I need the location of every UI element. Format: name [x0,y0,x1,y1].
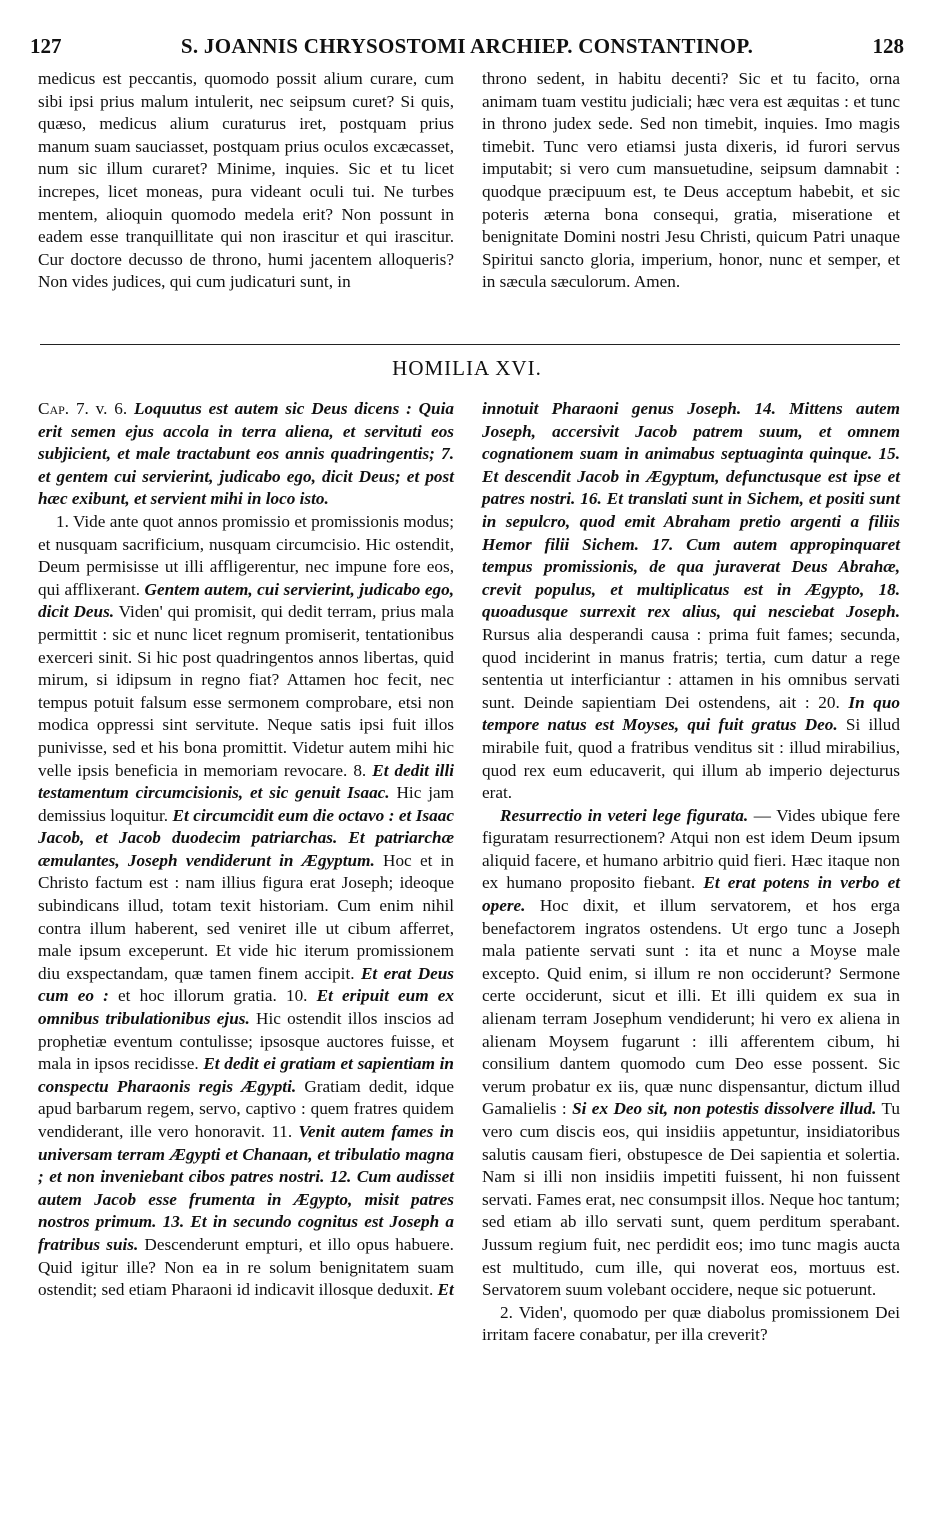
top-right-column [482,68,900,294]
chapter-ref: 7. v. 6. [69,399,134,418]
bottom-right-column [482,398,900,1347]
quote-run: Et circumcidit eum die octavo : et Isaac Jacob, et Jacob duodecim patriarchas. Et patriarchæ æmulantes, Joseph vendiderunt in Ægyptum. [38,805,454,870]
text-run: Hoc et in Christo factum est : nam illius figura erat Joseph; ideoque subindicans illud, totam texit historiam. Cum enim nihil contra illum haberent, sed veniret ille ut cibum afferret, male ipsum exceperunt. Et vide hic iterum promissionem diu exspectandam, quæ tamen finem accipit. [38,850,454,983]
quote-run: Gentem autem, cui servierint, judicabo ego, dicit Deus. [38,579,454,622]
top-right-paragraph: throno sedent, in habitu decenti? Sic et tu facito, orna animam tuam vestitu judiciali; hæc vera est æquitas : et tunc in throno judex sede. Sed non timebit, inquies. Imo magis timebit. Tunc vero etiamsi justa dixeris, id furori servus imputabit; si vero cum mansuetudine, seipsum damnabit : quodque præcipuum est, te Deus acceptum habebit, et sic poteris æterna bona consequi, gratia, miseratione et benignitate Domini nostri Jesu Christi, quicum Patri unaque Spiritui sancto gloria, imperium, honor, nunc et semper, et in sæcula sæculorum. Amen. [482,69,900,292]
quote-run: Si ex Deo sit, non potestis dissolvere illud. [572,1099,877,1119]
quote-run: Venit autem fames in universam terram Ægypti et Chanaan, et tribulatio magna ; et non inveniebant cibos patres nostri. 12. Cum audisset autem Jacob esse frumenta in Ægypto, misit patres nostros primum. 13. Et in secundo cognitus est Joseph a fratribus suis. [38,1122,454,1254]
quote-run: Et erat potens in verbo et opere. [482,873,901,916]
text-run: Tu vero cum discis eos, qui insidiis appetuntur, insidiatoribus salutis causam fieri, obstupesce de Dei sapientia et solertia. Nam si illi non insidiis impetiti fuissent, hi non fuissent servati. Fames erat, nec consumpsit illos. Neque hoc tantum; sed etiam ab illo servati sunt, quem perditum sperabant. Jussum regium fuit, nec perdidit eos; imo tunc magis aucta est multitudo, cum ille, qui noverat eos, mortuus est. Servatorem suum volebant occidere, neque sic potuerunt. [482,1099,900,1300]
page-number-left: 127 [30,34,62,58]
text-run: Gratiam dedit, idque apud barbarum regem, servo, captivo : quem fratres quidem vendiderant, ille vero honoravit. 11. [38,1076,454,1141]
text-run: Hic jam demissius loquitur. [38,783,455,825]
chapter-label: Cap. [38,399,70,418]
text-run: Viden' qui promisit, qui dedit terram, prius mala permittit : sic et nunc licet regnum promiserit, tentationibus exerceri sinit. Si hic post quadringentos annos libertas, quid mirum, si idipsum in regno fiat? Attamen hoc fecit, nec tempus potuit falsum esse sermonem comprobare, etsi non modica oppressi sint servitute. Neque satis ipsi fuit illos punivisse, sed et his bona promittit. Videtur autem mihi hic velle ipsis beneficia in memoriam revocare. 8. [38,602,454,780]
homily-title: HOMILIA XVI. [392,356,542,380]
text-run: — Vides ubique fere figuratam resurrectionem? Atqui non est idem Deum ipsum aliquid facere, et humano arbitrio quid fieri. Hæc itaque non ex humano proposito fiebant. [482,805,900,893]
top-left-column [38,68,454,294]
text-run: 1. Vide ante quot annos promissio et promissionis modus; et nusquam sacrificium, nusquam circumcisio. Hic ostendit, Deum permisisse ut illi affligerentur, nec impune fore eos, qui afflixerant. [38,511,454,599]
page-number-right: 128 [872,34,904,58]
section-divider [40,344,900,345]
top-left-paragraph: medicus est peccantis, quomodo possit alium curare, cum sibi ipsi prius malum intulerit, nec seipsum curet? Si quis, quæso, medicus alium curaturus iret, postquam prius manum suam sauciasset, postquam prius oculos excæcasset, num sic illum curaret? Minime, inquies. Sic et tu licet increpes, licet moneas, pura videant oculi tui. Ne turbes mentem, alioquin quomodo medela erit? Non possunt in eadem esse tranquillitate qui non irascitur et qui irascitur. Cur doctore decusso de throno, humi jacentem alloqueris? Non vides judices, qui cum judicaturi sunt, in [38,69,454,292]
running-header [30,34,904,62]
quote-run: Et eripuit eum ex omnibus tribulationibus ejus. [38,986,454,1029]
bottom-left-column [38,398,454,1302]
quote-run: Et erat Deus cum eo : [38,963,454,1006]
scripture-paragraph [38,398,454,511]
text-run: Si illud mirabile fuit, quod a fratribus venditus sit : illud mirabilius, quod rex eum educaverit, qui illum ab imperio dejecturus erat. [482,715,900,803]
scripture-quote: Loquutus est autem sic Deus dicens : Quia erit semen ejus accola in terra aliena, et servituti eos subjicient, et male tractabunt eos annis quadringentis; 7. et gentem cui servierint, judicabo ego, dicit Deus; et post hæc exibunt, et servient mihi in loco isto. [38,399,454,509]
section-heading: Resurrectio in veteri lege figurata. [500,805,749,825]
running-title: S. JOANNIS CHRYSOSTOMI ARCHIEP. CONSTANTINOP. [180,34,754,58]
text-run: Hic ostendit illos inscios ad prophetiæ eventum contulisse; ipsosque auctores fuisse, et mala in ipsos recidisse. [38,1009,454,1074]
scripture-continuation [482,398,900,805]
final-paragraph: 2. Viden', quomodo per quæ diabolus promissionem Dei irritam facere conabatur, per illa creverit? [482,1302,900,1345]
quote-run: In quo tempore natus est Moyses, qui fuit gratus Deo. [482,692,900,735]
resurrection-paragraph [482,805,900,1302]
text-run: Descenderunt empturi, et illo opus habuere. Quid igitur ille? Non ea in re solum benignitatem suam ostendit; sed etiam Pharaoni id indicavit illosque deduxit. [38,1234,454,1300]
text-run: Hoc dixit, et illum servatorem, et hos erga benefactorem ingratos ostendens. Ut ergo tunc a Joseph mala patiente servati sunt : ita et nunc a Moyse male excepto. Quid enim, si illum re non occiderunt? Sermone certe occiderunt, sicut et illi. Et illi quidem ex sua in alienam terram Josephum vendiderunt; hi vero ex aliena in alienam Moysem fugarunt : illi afferentem cibum, hi consilium dantem quomodo cum Deo esse possent. Sic verum probatur ex iis, quæ nunc dispensantur, dictum illud Gamalielis : [482,896,900,1119]
commentary-paragraph [38,511,454,1302]
text-run: et hoc illorum gratia. 10. [108,986,317,1006]
quote-run: Et dedit ei gratiam et sapientiam in conspectu Pharaonis regis Ægypti. [38,1054,454,1096]
quote-run: Et dedit illi testamentum circumcisionis, et sic genuit Isaac. [38,760,454,803]
text-run: Rursus alia desperandi causa : prima fuit fames; secunda, quod inciderint in manus fratris; tertia, cum datur a rege sententia ut interficiantur : attamen in his omnibus servati sunt. Deinde sapientiam Dei ostendens, ait : 20. [482,624,900,712]
quote-run: Et [437,1280,454,1300]
quote-run: innotuit Pharaoni genus Joseph. 14. Mittens autem Joseph, accersivit Jacob patrem suum, et omnem cognationem suam in animabus septuaginta quinque. 15. Et descendit Jacob in Ægyptum, defunctusque est ipse et patres nostri. 16. Et translati sunt in Sichem, et positi sunt in sepulcro, quod emit Abraham pretio argenti a filiis Hemor filii Sichem. 17. Cum autem appropinquaret tempus promissionis, de qua juraverat Deus Abrahæ, crevit populus, et multiplicatus est in Ægypto, 18. quoadusque surrexit rex alius, qui nesciebat Joseph. [482,399,900,622]
